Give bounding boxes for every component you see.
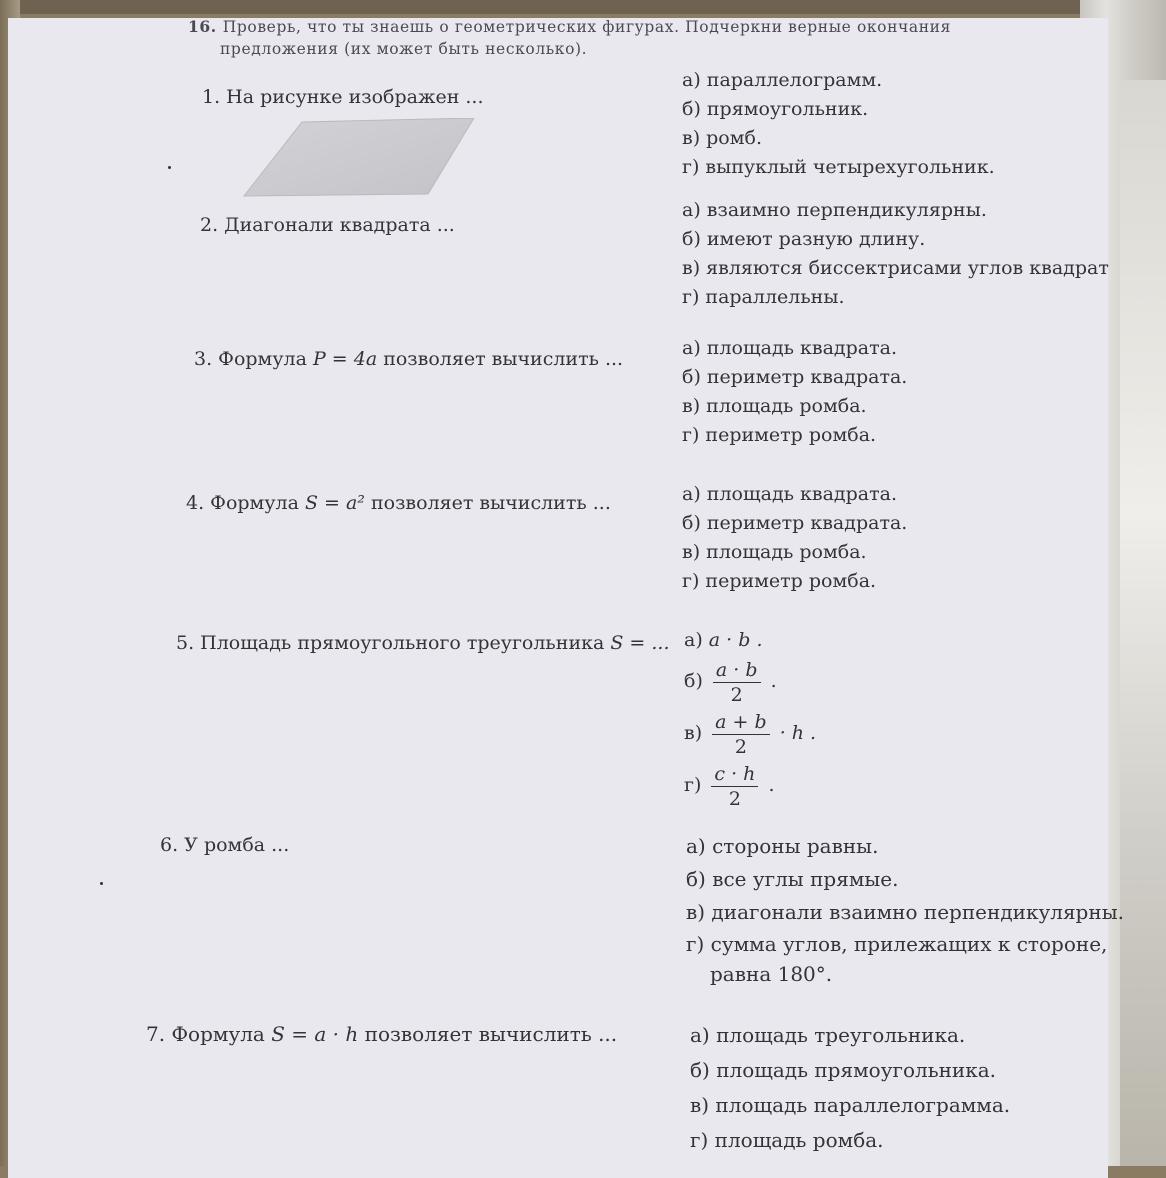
- pencil-dot: [100, 882, 103, 885]
- parallelogram-figure: [242, 118, 478, 198]
- question-7-options: [690, 1018, 1010, 1158]
- option[interactable]: в) площадь ромба.: [682, 395, 867, 417]
- question-4-suffix: позволяет вычислить ...: [370, 492, 611, 514]
- option[interactable]: г) параллельны.: [682, 286, 845, 308]
- formula: S = a · h: [271, 1022, 359, 1046]
- option[interactable]: в) площадь параллелограмма.: [690, 1093, 1011, 1117]
- question-3-suffix: позволяет вычислить ...: [383, 348, 624, 370]
- question-2: 2. Диагонали квадрата ...: [200, 214, 455, 236]
- option[interactable]: г) периметр ромба.: [682, 570, 877, 592]
- question-3: [194, 348, 623, 370]
- numerator: a + b: [712, 710, 770, 735]
- option[interactable]: г) сумма углов, прилежащих к стороне,: [686, 932, 1108, 956]
- denominator: 2: [730, 683, 743, 706]
- numerator: a · b: [713, 658, 761, 683]
- option[interactable]: в) являются биссектрисами углов квадрат: [682, 257, 1109, 279]
- option[interactable]: б) прямоугольник.: [682, 98, 869, 120]
- formula: P = 4a: [312, 348, 378, 370]
- question-6: 6. У ромба ...: [160, 834, 290, 856]
- option-tail: .: [768, 774, 775, 796]
- question-1: 1. На рисунке изображен ...: [202, 86, 484, 108]
- question-5-options: [684, 626, 816, 811]
- option-marker: а): [684, 629, 703, 651]
- question-7-prefix: 7. Формула: [146, 1022, 265, 1046]
- question-1-options: [682, 66, 995, 182]
- option[interactable]: в) площадь ромба.: [682, 541, 867, 563]
- fraction: [713, 658, 761, 707]
- pencil-dot: [168, 166, 171, 169]
- option[interactable]: в) ромб.: [682, 127, 763, 149]
- task-number: 16.: [188, 17, 217, 36]
- task-text-line1: Проверь, что ты знаешь о геометрических фигурах. Подчеркни верные окончания: [222, 18, 951, 36]
- option-marker: в): [684, 722, 703, 744]
- option-expr: a · b .: [708, 629, 763, 651]
- option[interactable]: а) площадь квадрата.: [682, 483, 897, 505]
- option[interactable]: б) периметр квадрата.: [682, 512, 908, 534]
- option[interactable]: б) все углы прямые.: [686, 867, 899, 891]
- question-3-prefix: 3. Формула: [194, 348, 307, 370]
- question-6-options: [686, 830, 1124, 989]
- fraction: [712, 710, 770, 759]
- option-continuation: равна 180°.: [710, 962, 833, 986]
- denominator: 2: [734, 735, 747, 758]
- option[interactable]: [684, 626, 816, 655]
- task-header: [188, 16, 1008, 60]
- formula: S = ...: [610, 632, 670, 654]
- question-7: [146, 1022, 617, 1046]
- option[interactable]: а) параллелограмм.: [682, 69, 883, 91]
- option[interactable]: [684, 707, 816, 759]
- question-5-prefix: 5. Площадь прямоугольного треугольника: [176, 632, 605, 654]
- option[interactable]: а) площадь треугольника.: [690, 1023, 966, 1047]
- fraction: [711, 762, 758, 811]
- option-tail: · h .: [779, 722, 817, 744]
- background-top: [0, 0, 1166, 14]
- option[interactable]: в) диагонали взаимно перпендикулярны.: [686, 900, 1124, 924]
- option[interactable]: г) площадь ромба.: [690, 1128, 884, 1152]
- denominator: 2: [728, 787, 741, 810]
- option[interactable]: г) выпуклый четырехугольник.: [682, 156, 995, 178]
- question-5: [176, 632, 670, 654]
- option[interactable]: [684, 759, 816, 811]
- numerator: c · h: [711, 762, 758, 787]
- option[interactable]: а) взаимно перпендикулярны.: [682, 199, 987, 221]
- option-marker: г): [684, 774, 702, 796]
- question-7-suffix: позволяет вычислить ...: [364, 1022, 618, 1046]
- option-tail: .: [770, 670, 777, 692]
- question-4: [186, 492, 611, 514]
- question-3-options: [682, 334, 907, 450]
- option[interactable]: б) площадь прямоугольника.: [690, 1058, 997, 1082]
- option[interactable]: [684, 655, 816, 707]
- option[interactable]: г) периметр ромба.: [682, 424, 877, 446]
- option[interactable]: а) стороны равны.: [686, 834, 879, 858]
- option[interactable]: а) площадь квадрата.: [682, 337, 897, 359]
- question-2-options: [682, 196, 1109, 312]
- question-4-options: [682, 480, 907, 596]
- question-4-prefix: 4. Формула: [186, 492, 299, 514]
- option[interactable]: б) периметр квадрата.: [682, 366, 908, 388]
- worksheet-page: [8, 18, 1108, 1178]
- option-marker: б): [684, 670, 703, 692]
- formula: S = a²: [304, 492, 365, 514]
- task-text-line2: предложения (их может быть несколько).: [220, 40, 588, 58]
- option[interactable]: б) имеют разную длину.: [682, 228, 926, 250]
